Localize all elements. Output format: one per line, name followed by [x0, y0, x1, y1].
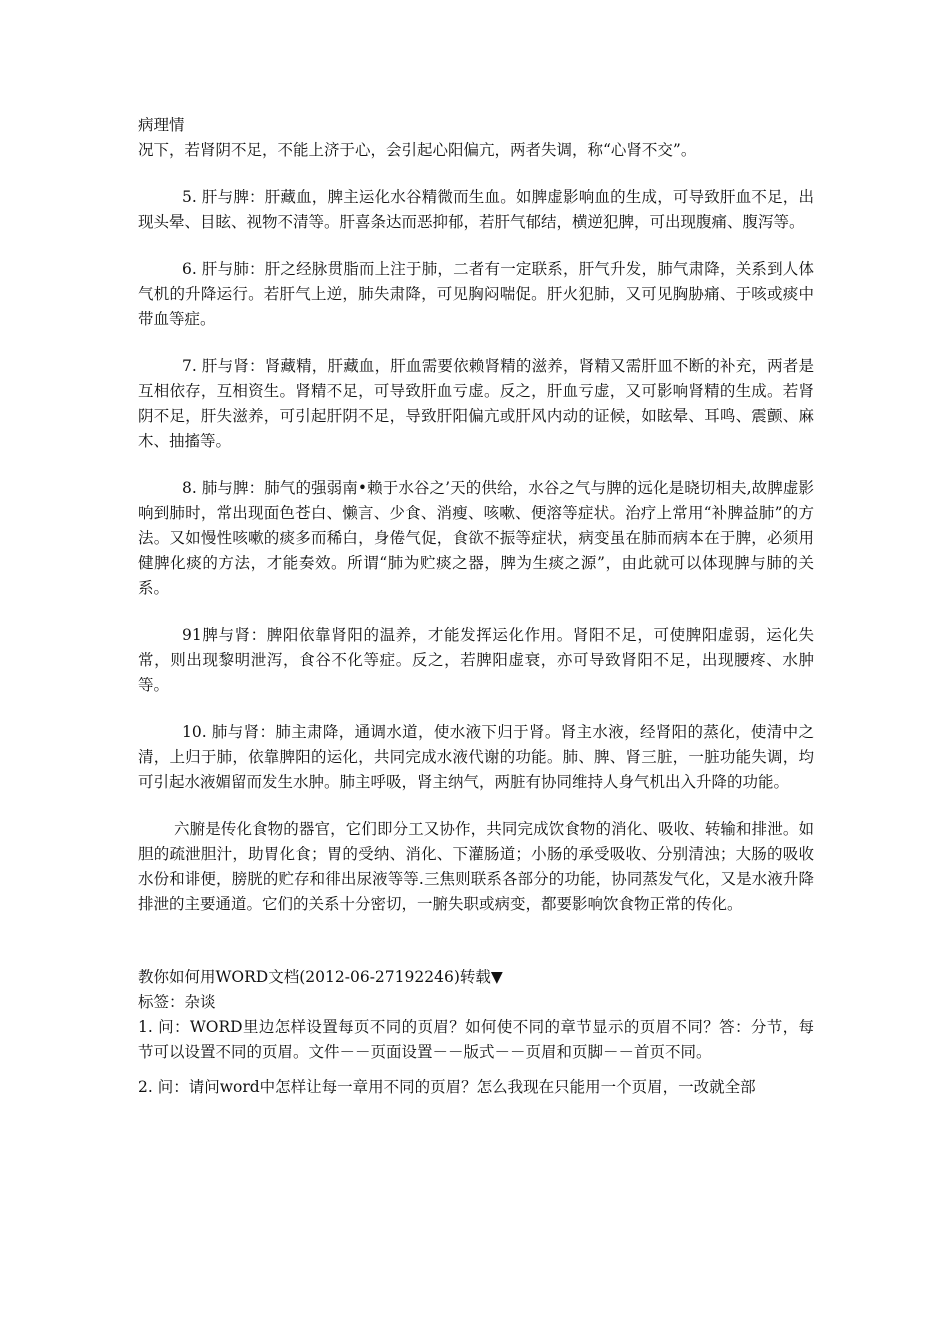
intro-heading: 病理情	[138, 116, 185, 134]
faq-item-2: 2. 问：请问word中怎样让每一章用不同的页眉？怎么我现在只能用一个页眉，一改就全部	[138, 1078, 756, 1096]
article-title: 教你如何用WORD文档(2012-06-27192246)转载▼	[138, 968, 503, 986]
paragraph-lung-kidney: 10. 肺与肾：肺主肃降，通调水道，使水液下归于肾。肾主水液，经肾阳的蒸化，使清中之清，上归于肺，依靠脾阳的运化，共同完成水液代谢的功能。肺、脾、肾三脏，一脏功能失调，均可引起水液媚留而发生水肿。肺主呼吸，肾主纳气，两脏有协同维持人身气机出入升降的功能。	[138, 723, 814, 791]
paragraph-liver-spleen: 5. 肝与脾：肝藏血，脾主运化水谷精微而生血。如脾虚影响血的生成，可导致肝血不足，出现头晕、目眩、视物不清等。肝喜条达而恶抑郁，若肝气郁结，横逆犯脾，可出现腹痛、腹泻等。	[138, 188, 814, 231]
article-tags: 标签：杂谈	[138, 993, 216, 1011]
document-page	[138, 113, 814, 1100]
paragraph-six-fu: 六腑是传化食物的器官，它们即分工又协作，共同完成饮食物的消化、吸收、转输和排泄。如胆的疏泄胆汁，助胃化食；胃的受纳、消化、下灌肠道；小肠的承受吸收、分别清浊；大肠的吸收水份和诽便，膀胱的贮存和徘出尿液等等.三焦则联系各部分的功能，协同蒸发气化，又是水液升降排泄的主要通道。它们的关系十分密切，一腑失职或病变，都要影响饮食物正常的传化。	[138, 820, 814, 913]
paragraph-liver-lung: 6. 肝与肺：肝之经脉贯脂而上注于肺，二者有一定联系，肝气升发，肺气肃降，关系到人体气机的升降运行。若肝气上逆，肺失肃降，可见胸闷喘促。肝火犯肺，又可见胸胁痛、于咳或痰中带血等症。	[138, 260, 814, 328]
paragraph-lung-spleen: 8. 肺与脾：肺气的强弱南•赖于水谷之’天的供给，水谷之气与脾的远化是晓切相夫,故脾虚影响到肺时，常出现面色苍白、懒言、少食、消瘦、咳嗽、便溶等症状。治疗上常用“补脾益肺”的方法。又如慢性咳嗽的痰多而稀白，身倦气促，食欲不振等症状，病变虽在肺而病本在于脾，必须用健脾化痰的方法，才能奏效。所谓“肺为贮痰之器，脾为生痰之源”，由此就可以体现脾与肺的关系。	[138, 479, 814, 597]
paragraph-spleen-kidney: 91脾与肾：脾阳依靠肾阳的温养，才能发挥运化作用。肾阳不足，可使脾阳虚弱，运化失常，则出现黎明泄泻，食谷不化等症。反之，若脾阳虚衰，亦可导致肾阳不足，出现腰疼、水肿等。	[138, 626, 814, 694]
paragraph-liver-kidney: 7. 肝与肾：肾藏精，肝藏血，肝血需要依赖肾精的滋养，肾精又需肝皿不断的补充，两者是互相依存，互相资生。肾精不足，可导致肝血亏虚。反之，肝血亏虚，又可影响肾精的生成。若肾阴不足，肝失滋养，可引起肝阴不足，导致肝阳偏亢或肝风内动的证候，如眩晕、耳鸣、震颤、麻木、抽搐等。	[138, 357, 814, 450]
intro-line: 况下，若肾阴不足，不能上济于心，会引起心阳偏亢，两者失调，称“心肾不交”。	[138, 141, 697, 159]
faq-item-1: 1. 问：WORD里边怎样设置每页不同的页眉？如何使不同的章节显示的页眉不同？答：分节，每节可以设置不同的页眉。文件－－页面设置－－版式－－页眉和页脚－－首页不同。	[138, 1018, 814, 1061]
